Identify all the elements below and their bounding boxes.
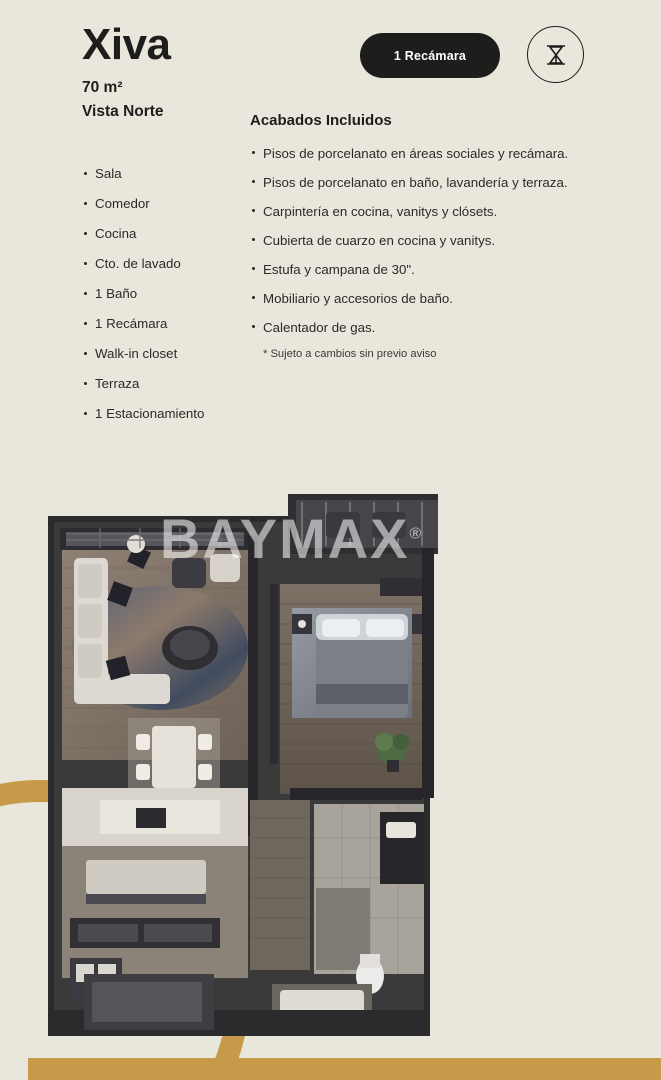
bottom-accent-bar xyxy=(0,1058,661,1080)
finishes-title: Acabados Incluidos xyxy=(250,112,392,129)
list-item: Carpintería en cocina, vanitys y clósets. xyxy=(250,203,580,221)
list-item: 1 Estacionamiento xyxy=(82,406,247,423)
list-item: Pisos de porcelanato en áreas sociales y recámara. xyxy=(250,145,580,163)
list-item: Cubierta de cuarzo en cocina y vanitys. xyxy=(250,232,580,250)
header xyxy=(82,22,582,121)
list-item: Calentador de gas. xyxy=(250,319,580,337)
rooms-list-section xyxy=(82,166,247,436)
unit-view: Vista Norte xyxy=(82,103,164,121)
list-item: Comedor xyxy=(82,196,247,213)
bottom-accent-bar-mask xyxy=(0,1058,28,1080)
list-item: Walk-in closet xyxy=(82,346,247,363)
hourglass-logo-icon xyxy=(527,26,584,83)
list-item: 1 Baño xyxy=(82,286,247,303)
list-item: Terraza xyxy=(82,376,247,393)
list-item: Mobiliario y accesorios de baño. xyxy=(250,290,580,308)
watermark-label: BAYMAX xyxy=(160,507,410,570)
list-item: Pisos de porcelanato en baño, lavandería y terraza. xyxy=(250,174,580,192)
finishes-list xyxy=(250,145,580,337)
list-item: Cocina xyxy=(82,226,247,243)
page-title: Xiva xyxy=(82,20,171,69)
list-item: Sala xyxy=(82,166,247,183)
list-item: Cto. de lavado xyxy=(82,256,247,273)
finishes-section xyxy=(250,112,580,360)
bedroom-count-badge: 1 Recámara xyxy=(360,33,500,78)
unit-area: 70 m² xyxy=(82,79,123,97)
disclaimer-note: * Sujeto a cambios sin previo aviso xyxy=(263,347,437,360)
list-item: Estufa y campana de 30". xyxy=(250,261,580,279)
list-item: 1 Recámara xyxy=(82,316,247,333)
floorplan-render xyxy=(40,488,438,1048)
watermark-mark: ® xyxy=(409,525,424,543)
rooms-list xyxy=(82,166,247,423)
